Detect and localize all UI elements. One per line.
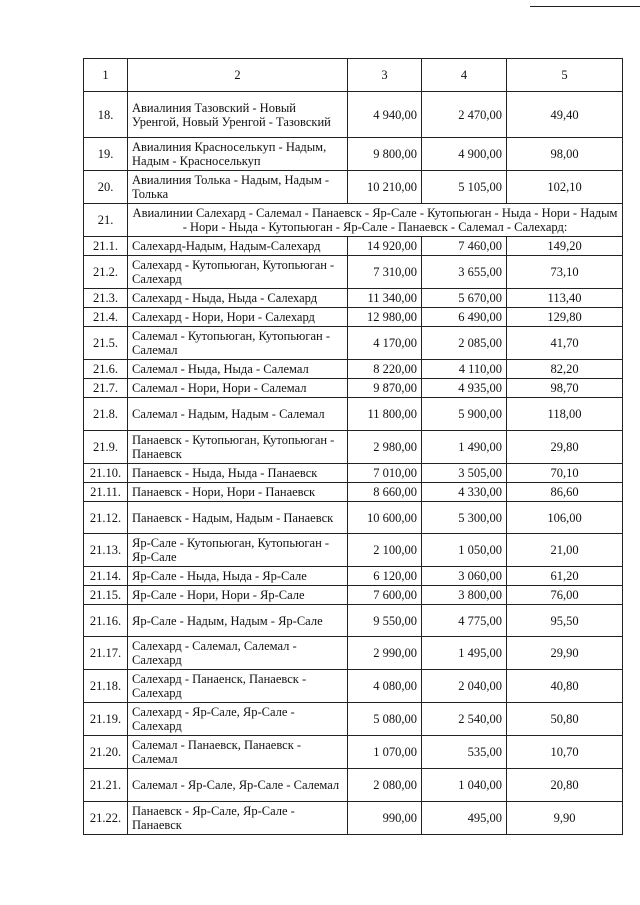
table-row [84,204,623,237]
fare-value: 10 600,00 [348,502,422,534]
table-row [84,398,623,431]
fare-half-value: 3 505,00 [422,464,507,483]
fare-value: 6 120,00 [348,567,422,586]
fare-half-value: 5 670,00 [422,289,507,308]
fee-value: 98,70 [507,379,623,398]
table-row [84,637,623,670]
fee-value: 50,80 [507,703,623,736]
table-row [84,92,623,138]
row-number: 21.6. [84,360,128,379]
fare-value: 1 070,00 [348,736,422,769]
row-number: 21.8. [84,398,128,431]
fare-value: 9 800,00 [348,138,422,171]
row-number: 21.11. [84,483,128,502]
table-row [84,567,623,586]
route-name: Авиалиния Тазовский - Новый Уренгой, Новый Уренгой - Тазовский [128,92,348,138]
fare-half-value: 3 060,00 [422,567,507,586]
fee-value: 82,20 [507,360,623,379]
route-name: Салехард - Нори, Нори - Салехард [128,308,348,327]
table-row [84,379,623,398]
fare-value: 12 980,00 [348,308,422,327]
fee-value: 29,80 [507,431,623,464]
route-name: Салехард - Кутопьюган, Кутопьюган - Салехард [128,256,348,289]
row-number: 21.5. [84,327,128,360]
row-number: 21.12. [84,502,128,534]
fee-value: 61,20 [507,567,623,586]
route-name: Салехард-Надым, Надым-Салехард [128,237,348,256]
fee-value: 149,20 [507,237,623,256]
fare-value: 11 800,00 [348,398,422,431]
fare-value: 9 870,00 [348,379,422,398]
header-col-1: 1 [84,59,128,92]
route-name: Авиалиния Красноселькуп - Надым, Надым - Красноселькуп [128,138,348,171]
route-name: Салехард - Панаенск, Панаевск - Салехард [128,670,348,703]
row-number: 21.1. [84,237,128,256]
fare-value: 14 920,00 [348,237,422,256]
fee-value: 70,10 [507,464,623,483]
fare-half-value: 6 490,00 [422,308,507,327]
fare-value: 9 550,00 [348,605,422,637]
row-number: 21.21. [84,769,128,802]
table-row [84,289,623,308]
route-name: Салемал - Панаевск, Панаевск - Салемал [128,736,348,769]
fare-value: 2 980,00 [348,431,422,464]
fare-value: 8 220,00 [348,360,422,379]
table-row [84,308,623,327]
row-number: 21.18. [84,670,128,703]
fare-value: 4 080,00 [348,670,422,703]
fee-value: 98,00 [507,138,623,171]
fare-value: 8 660,00 [348,483,422,502]
header-col-3: 3 [348,59,422,92]
fare-half-value: 2 085,00 [422,327,507,360]
table-row [84,703,623,736]
fare-value: 2 080,00 [348,769,422,802]
row-number: 21.15. [84,586,128,605]
fee-value: 76,00 [507,586,623,605]
fare-value: 10 210,00 [348,171,422,204]
row-number: 21.16. [84,605,128,637]
fare-value: 2 990,00 [348,637,422,670]
row-number: 21.3. [84,289,128,308]
fee-value: 20,80 [507,769,623,802]
fare-half-value: 2 040,00 [422,670,507,703]
fee-value: 49,40 [507,92,623,138]
table-row [84,360,623,379]
fee-value: 118,00 [507,398,623,431]
table-row [84,464,623,483]
route-name: Панаевск - Ныда, Ныда - Панаевск [128,464,348,483]
table-row [84,586,623,605]
route-name: Салехард - Салемал, Салемал - Салехард [128,637,348,670]
fare-value: 11 340,00 [348,289,422,308]
fee-value: 9,90 [507,802,623,835]
corner-line [530,6,640,7]
route-name: Панаевск - Кутопьюган, Кутопьюган - Панаевск [128,431,348,464]
fee-value: 10,70 [507,736,623,769]
row-number: 21.22. [84,802,128,835]
table-row [84,237,623,256]
fee-value: 102,10 [507,171,623,204]
route-name: Салехард - Яр-Сале, Яр-Сале - Салехард [128,703,348,736]
table-row [84,483,623,502]
row-number: 19. [84,138,128,171]
fare-value: 990,00 [348,802,422,835]
fare-half-value: 3 800,00 [422,586,507,605]
route-name: Салемал - Нори, Нори - Салемал [128,379,348,398]
fare-half-value: 7 460,00 [422,237,507,256]
fare-half-value: 2 540,00 [422,703,507,736]
fare-half-value: 535,00 [422,736,507,769]
route-name: Яр-Сале - Кутопьюган, Кутопьюган - Яр-Сале [128,534,348,567]
fare-half-value: 495,00 [422,802,507,835]
fare-value: 7 600,00 [348,586,422,605]
route-name: Яр-Сале - Нори, Нори - Яр-Сале [128,586,348,605]
row-number: 21.9. [84,431,128,464]
header-row [84,59,623,92]
table-row [84,431,623,464]
tariff-table-body [84,59,623,835]
fee-value: 106,00 [507,502,623,534]
fare-half-value: 1 495,00 [422,637,507,670]
row-number: 21.7. [84,379,128,398]
fare-half-value: 4 775,00 [422,605,507,637]
fare-value: 7 310,00 [348,256,422,289]
group-heading: Авиалинии Салехард - Салемал - Панаевск - Яр-Сале - Кутопьюган - Ныда - Нори - Надым - Нори - Ныда - Кутопьюган - Яр-Сале - Панаевск - Салемал - Салехард: [128,204,623,237]
fee-value: 129,80 [507,308,623,327]
route-name: Салемал - Ныда, Ныда - Салемал [128,360,348,379]
table-row [84,802,623,835]
fare-half-value: 3 655,00 [422,256,507,289]
table-row [84,327,623,360]
fare-value: 4 170,00 [348,327,422,360]
fare-half-value: 1 040,00 [422,769,507,802]
fare-half-value: 1 050,00 [422,534,507,567]
table-row [84,138,623,171]
row-number: 20. [84,171,128,204]
fee-value: 73,10 [507,256,623,289]
fare-half-value: 4 330,00 [422,483,507,502]
route-name: Яр-Сале - Ныда, Ныда - Яр-Сале [128,567,348,586]
header-col-2: 2 [128,59,348,92]
header-col-5: 5 [507,59,623,92]
table-row [84,256,623,289]
header-col-4: 4 [422,59,507,92]
table-row [84,736,623,769]
fare-value: 5 080,00 [348,703,422,736]
fee-value: 86,60 [507,483,623,502]
fare-half-value: 4 110,00 [422,360,507,379]
table-row [84,769,623,802]
fare-half-value: 4 935,00 [422,379,507,398]
row-number: 21.19. [84,703,128,736]
fare-half-value: 4 900,00 [422,138,507,171]
row-number: 21.10. [84,464,128,483]
row-number: 21.20. [84,736,128,769]
table-row [84,605,623,637]
table-row [84,502,623,534]
route-name: Панаевск - Нори, Нори - Панаевск [128,483,348,502]
row-number: 21.17. [84,637,128,670]
row-number: 21.14. [84,567,128,586]
row-number: 21.2. [84,256,128,289]
table-row [84,534,623,567]
row-number: 21.4. [84,308,128,327]
fare-half-value: 5 900,00 [422,398,507,431]
fee-value: 21,00 [507,534,623,567]
table-row [84,171,623,204]
route-name: Яр-Сале - Надым, Надым - Яр-Сале [128,605,348,637]
fare-half-value: 5 105,00 [422,171,507,204]
fare-value: 4 940,00 [348,92,422,138]
fee-value: 113,40 [507,289,623,308]
route-name: Салемал - Яр-Сале, Яр-Сале - Салемал [128,769,348,802]
tariff-table [83,58,623,835]
route-name: Салемал - Надым, Надым - Салемал [128,398,348,431]
route-name: Панаевск - Надым, Надым - Панаевск [128,502,348,534]
table-row [84,670,623,703]
route-name: Салемал - Кутопьюган, Кутопьюган - Салемал [128,327,348,360]
fee-value: 40,80 [507,670,623,703]
fare-value: 7 010,00 [348,464,422,483]
fare-half-value: 1 490,00 [422,431,507,464]
fare-half-value: 2 470,00 [422,92,507,138]
route-name: Авиалиния Толька - Надым, Надым - Толька [128,171,348,204]
route-name: Салехард - Ныда, Ныда - Салехард [128,289,348,308]
fare-half-value: 5 300,00 [422,502,507,534]
fee-value: 29,90 [507,637,623,670]
route-name: Панаевск - Яр-Сале, Яр-Сале - Панаевск [128,802,348,835]
row-number: 21.13. [84,534,128,567]
row-number: 18. [84,92,128,138]
row-number: 21. [84,204,128,237]
fare-value: 2 100,00 [348,534,422,567]
fee-value: 41,70 [507,327,623,360]
fee-value: 95,50 [507,605,623,637]
